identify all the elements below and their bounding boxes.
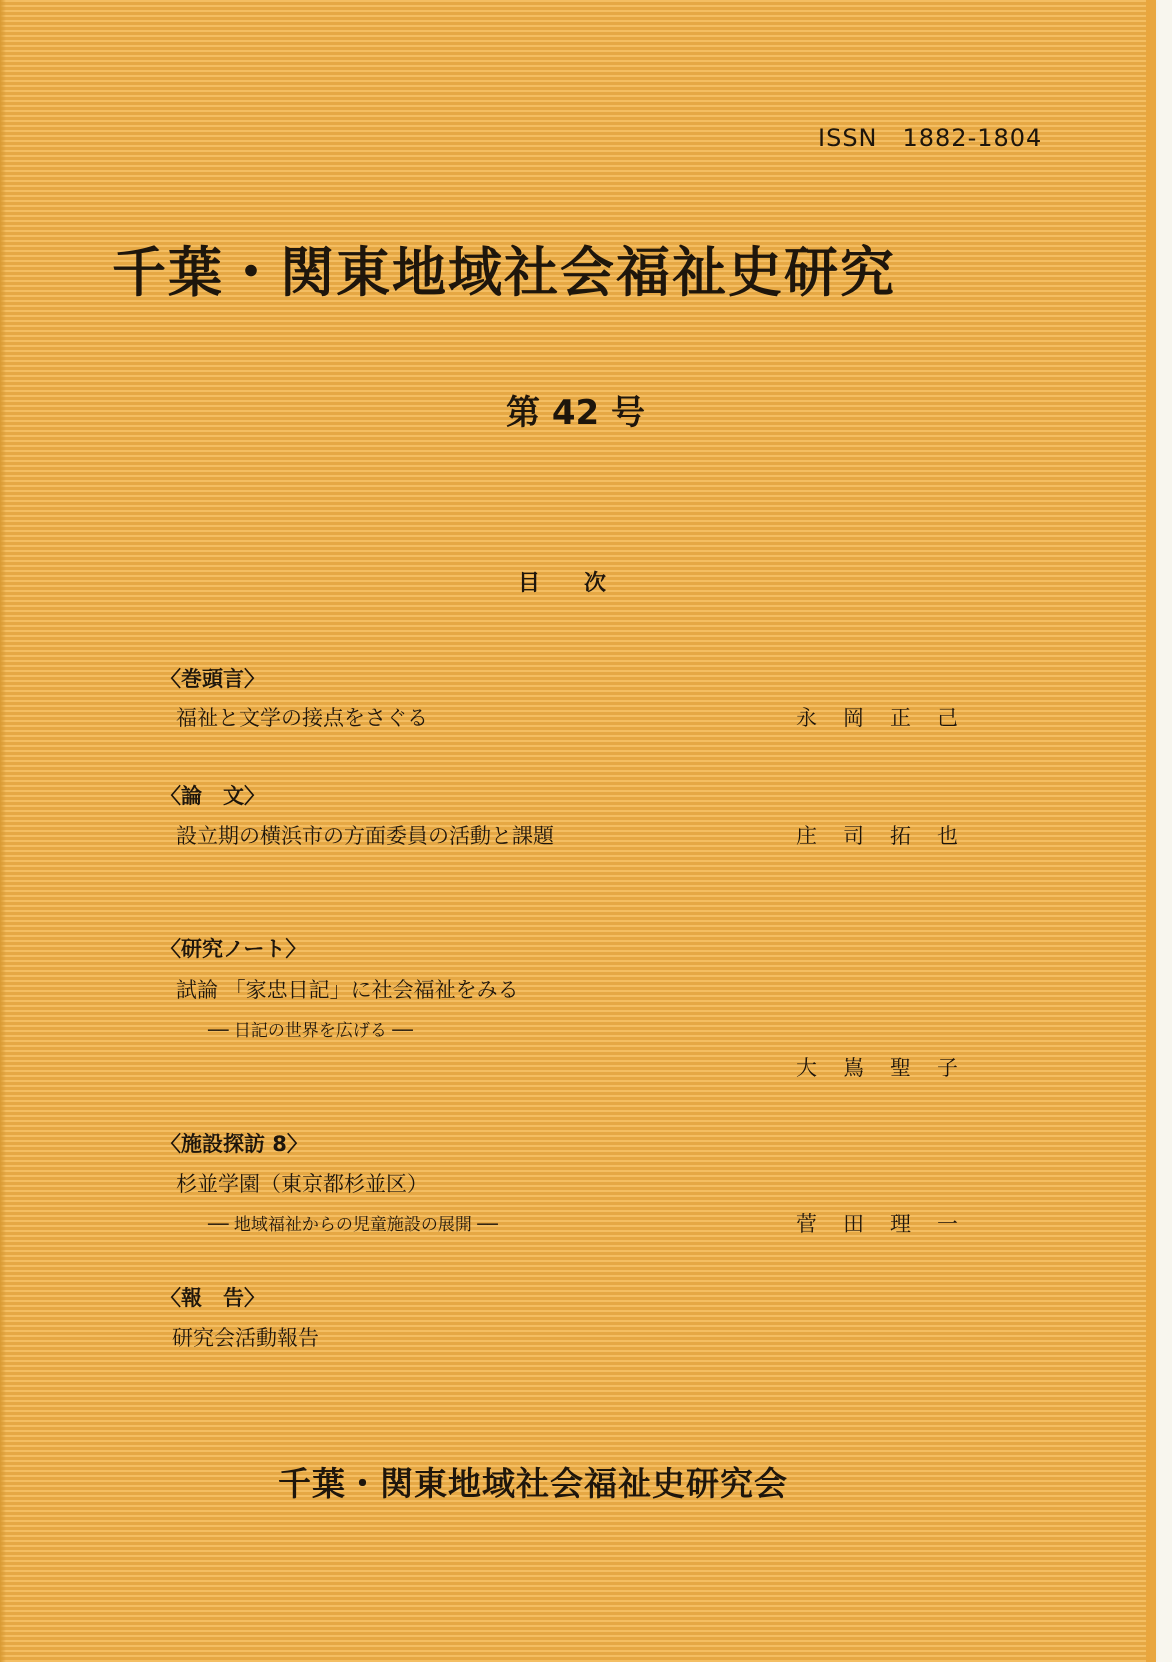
toc-entry-subtitle: ── 日記の世界を広げる ── <box>208 1021 413 1041</box>
toc-heading: 目次 <box>518 571 651 596</box>
publisher-name: 千葉・関東地域社会福祉史研究会 <box>278 1464 788 1503</box>
section-label-facility-visit: 〈施設探訪 8〉 <box>160 1132 308 1156</box>
issue-number: 第 42 号 <box>506 393 645 433</box>
toc-entry-author: 大嶌聖子 <box>796 1056 984 1080</box>
toc-entry-author: 永岡正己 <box>796 706 984 730</box>
section-label-research-note: 〈研究ノート〉 <box>160 937 307 961</box>
issn-number: ISSN 1882-1804 <box>818 124 1043 152</box>
toc-entry-title: 設立期の横浜市の方面委員の活動と課題 <box>176 824 554 848</box>
toc-entry-title: 試論 「家忠日記」に社会福祉をみる <box>176 978 519 1002</box>
cover-left-edge <box>0 0 6 1662</box>
toc-entry-author: 庄司拓也 <box>796 824 984 848</box>
section-label-article: 〈論 文〉 <box>160 784 265 808</box>
toc-entry-title: 福祉と文学の接点をさぐる <box>176 706 428 730</box>
toc-entry-author: 菅田理一 <box>796 1212 984 1236</box>
toc-entry-title: 研究会活動報告 <box>172 1326 319 1350</box>
section-label-report: 〈報 告〉 <box>160 1286 265 1310</box>
journal-title: 千葉・関東地域社会福祉史研究 <box>112 241 896 304</box>
toc-entry-subtitle: ── 地域福祉からの児童施設の展開 ── <box>208 1215 498 1235</box>
cover-right-edge <box>1146 0 1156 1662</box>
section-label-foreword: 〈巻頭言〉 <box>160 667 265 691</box>
toc-entry-title: 杉並学園（東京都杉並区） <box>176 1172 428 1196</box>
